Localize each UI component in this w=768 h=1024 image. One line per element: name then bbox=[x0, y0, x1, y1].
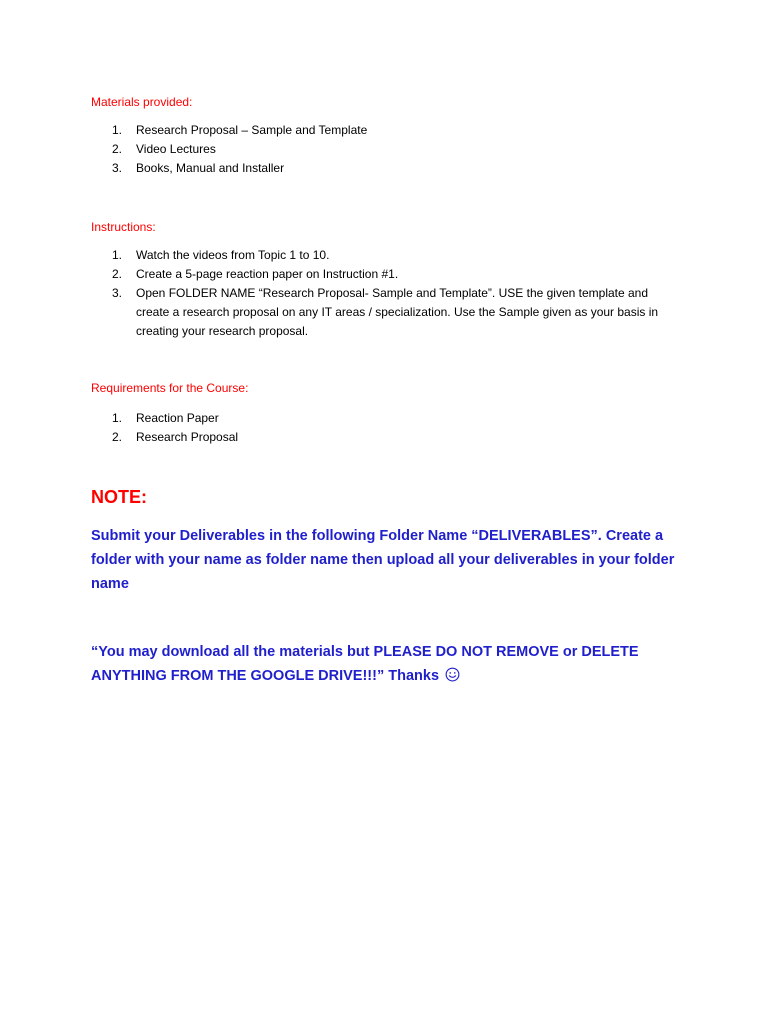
list-item-text: Watch the videos from Topic 1 to 10. bbox=[136, 248, 330, 262]
list-item-number: 2. bbox=[112, 430, 123, 444]
list-item-number: 3. bbox=[112, 161, 123, 175]
list-item-text: Research Proposal – Sample and Template bbox=[136, 123, 368, 137]
list-item-number: 1. bbox=[112, 411, 123, 425]
list-item-number: 1. bbox=[112, 123, 123, 137]
instructions-heading: Instructions: bbox=[91, 220, 156, 234]
list-item-text: Open FOLDER NAME “Research Proposal- Sample and Template”. USE the given template and create a research proposal on any IT areas / specialization. Use the Sample given as your basis in creating your research proposal. bbox=[136, 286, 659, 338]
materials-list bbox=[112, 121, 682, 178]
list-item-number: 1. bbox=[112, 248, 123, 262]
list-item-number: 2. bbox=[112, 267, 123, 281]
drive-warning bbox=[91, 640, 691, 688]
list-item-number: 3. bbox=[112, 286, 123, 300]
deliverables-instruction: Submit your Deliverables in the following Folder Name “DELIVERABLES”. Create a folder with your name as folder name then upload all your deliverables in your folder name bbox=[91, 528, 675, 592]
list-item bbox=[112, 428, 682, 447]
materials-heading: Materials provided: bbox=[91, 95, 193, 109]
drive-warning-text: “You may download all the materials but PLEASE DO NOT REMOVE or DELETE ANYTHING FROM THE GOOGLE DRIVE!!!” Thanks bbox=[91, 644, 639, 684]
list-item-text: Research Proposal bbox=[136, 430, 239, 444]
list-item bbox=[112, 140, 682, 159]
list-item bbox=[112, 265, 682, 284]
list-item bbox=[112, 284, 682, 341]
list-item bbox=[112, 121, 682, 140]
list-item-text: Reaction Paper bbox=[136, 411, 219, 425]
requirements-list bbox=[112, 409, 682, 447]
list-item bbox=[112, 409, 682, 428]
list-item-number: 2. bbox=[112, 142, 123, 156]
instructions-list bbox=[112, 246, 682, 341]
list-item-text: Create a 5-page reaction paper on Instruction #1. bbox=[136, 267, 399, 281]
requirements-heading: Requirements for the Course: bbox=[91, 381, 249, 395]
smiley-face-icon bbox=[445, 667, 460, 682]
note-heading: NOTE: bbox=[91, 487, 147, 507]
list-item-text: Video Lectures bbox=[136, 142, 216, 156]
list-item bbox=[112, 246, 682, 265]
list-item-text: Books, Manual and Installer bbox=[136, 161, 285, 175]
list-item bbox=[112, 159, 682, 178]
